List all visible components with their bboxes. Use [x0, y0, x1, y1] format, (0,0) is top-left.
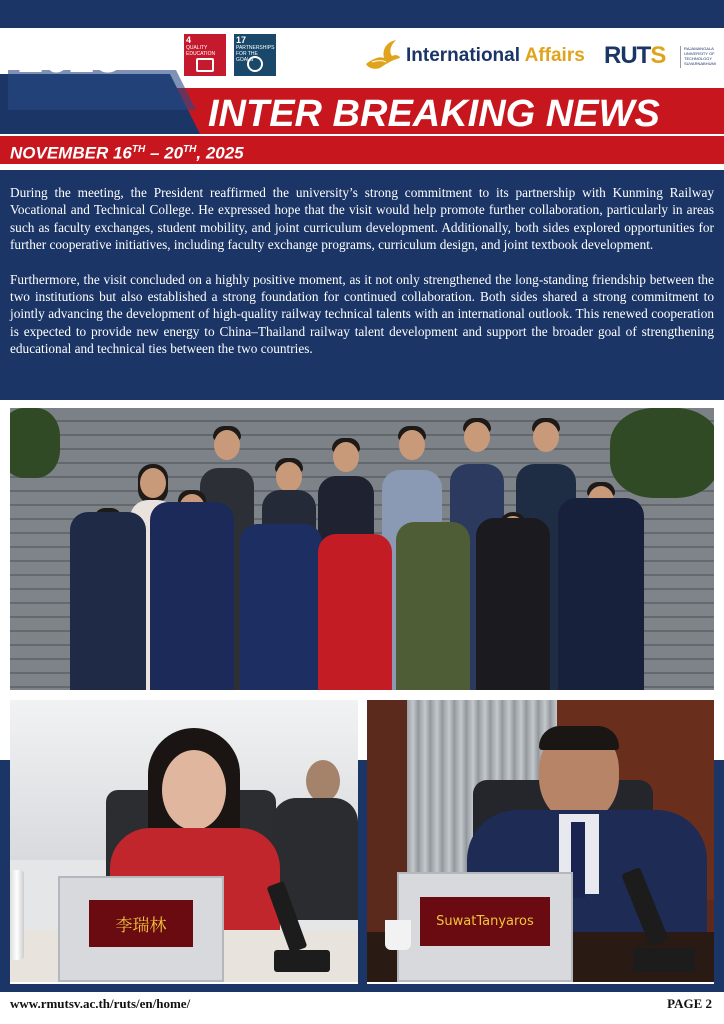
page-number: PAGE 2 [667, 996, 712, 1011]
nameplate-left [58, 876, 224, 982]
footer-url[interactable]: www.rmutsv.ac.th/ruts/en/home/ [10, 996, 191, 1011]
bottle [10, 870, 24, 960]
year-text: 2025 [20, 30, 123, 82]
date-end: , 2025 [196, 143, 244, 163]
date-mid: – 20 [145, 143, 184, 163]
sdg17-badge [234, 34, 276, 76]
bird-icon [362, 38, 402, 74]
article-box [0, 170, 724, 400]
plant-left [10, 408, 60, 478]
date-sup-2: TH [183, 144, 197, 155]
nameplate-right-text: SuwatTanyaros [420, 897, 551, 946]
footer-bar [0, 984, 724, 992]
international-affairs-logo [362, 36, 585, 76]
person [240, 476, 322, 690]
microphone-base [274, 950, 330, 972]
ruts-logo [604, 42, 665, 70]
microphone-base [633, 948, 695, 972]
person [318, 484, 392, 690]
person [558, 446, 644, 690]
date-sup-1: TH [131, 144, 146, 155]
left-accent-strip [0, 760, 10, 984]
sdg17-number: 17 [236, 35, 247, 45]
nameplate-right [397, 872, 573, 982]
sdg4-label: QUALITY EDUCATION [186, 45, 216, 57]
cup [385, 920, 411, 950]
ia-word-international: International [406, 45, 521, 66]
meeting-photo-left [10, 700, 358, 982]
ia-word-affairs: Affairs [524, 45, 585, 66]
article-paragraph-2: Furthermore, the visit concluded on a highly positive moment, as it not only strengthened the long-standing friendship between the two institutions but also established a strong foundation for continued collaboration. Both sides shared a strong commitment to jointly advancing the development of high-quality railway technical talents with an international outlook. This renewed cooperation is expected to provide new energy to China–Thailand railway talent development and support the broader goal of strengthening educational and technical ties between the two countries. [10, 271, 714, 357]
person [70, 458, 146, 690]
person [476, 462, 550, 690]
nameplate-left-text: 李瑞林 [89, 900, 193, 947]
ruts-logo-s: S [650, 42, 666, 69]
person [150, 450, 234, 690]
ruts-subtitle: RAJAMANGALA UNIVERSITY OF TECHNOLOGY SUVARNABHUMI [680, 46, 716, 68]
international-affairs-text [406, 45, 585, 67]
middle-accent-strip [358, 760, 367, 984]
group-photo [10, 408, 714, 690]
right-accent-strip [714, 760, 724, 984]
ruts-logo-ru: RUT [604, 42, 651, 69]
date-range [10, 138, 244, 166]
sdg17-label: PARTNERSHIPS FOR THE GOALS [236, 45, 275, 63]
sdg4-number: 4 [186, 35, 192, 45]
flower-icon [247, 56, 263, 72]
date-month: NOVEMBER 16 [10, 143, 132, 163]
article-paragraph-1: During the meeting, the President reaffirmed the university’s strong commitment to its partnership with Kunming Railway Vocational and Technical College. He expressed hope that the visit would help promote further collaboration, particularly in areas such as faculty exchanges, student mobility, and joint curriculum development. Additionally, both sides explored opportunities for further cooperative initiatives, including faculty exchange programs, curriculum design, and joint textbook development. [10, 185, 714, 253]
meeting-photo-right [367, 700, 714, 982]
top-bar [0, 0, 724, 28]
headline: INTER BREAKING NEWS [208, 93, 660, 135]
person [396, 468, 470, 690]
header [0, 28, 724, 170]
